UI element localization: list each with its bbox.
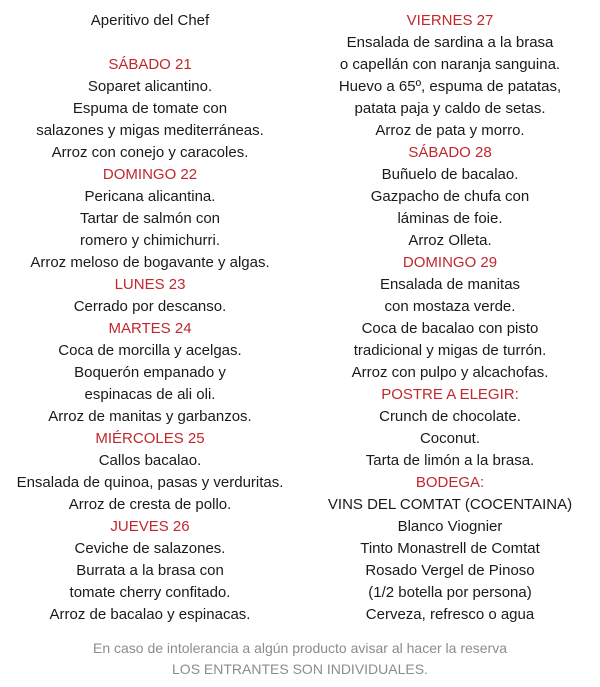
- footer: [0, 638, 600, 680]
- section-heading-lunes-23: LUNES 23: [114, 276, 186, 293]
- menu-item: Blanco Viognier: [397, 518, 503, 535]
- menu-item: VINS DEL COMTAT (COCENTAINA): [327, 496, 573, 513]
- section-heading-domingo-29: DOMINGO 29: [402, 254, 498, 271]
- section-heading-sabado-28: SÁBADO 28: [408, 144, 492, 161]
- individual-starters-note: LOS ENTRANTES SON INDIVIDUALES.: [172, 661, 428, 677]
- menu-item: Pericana alicantina.: [84, 188, 216, 205]
- menu-item: Arroz de pata y morro.: [375, 122, 525, 139]
- menu-item: Rosado Vergel de Pinoso: [365, 562, 535, 579]
- menu-item: (1/2 botella por persona): [368, 584, 532, 601]
- menu-item: Tartar de salmón con: [79, 210, 221, 227]
- menu-item: patata paja y caldo de setas.: [354, 100, 546, 117]
- menu-item: Ceviche de salazones.: [74, 540, 226, 557]
- menu-item: Cerrado por descanso.: [73, 298, 227, 315]
- menu-item: Tarta de limón a la brasa.: [365, 452, 535, 469]
- chef-aperitif: Aperitivo del Chef: [90, 12, 210, 29]
- section-heading-viernes-27: VIERNES 27: [406, 12, 494, 29]
- menu-item: Espuma de tomate con: [72, 100, 228, 117]
- menu-item: Ensalada de quinoa, pasas y verduritas.: [16, 474, 284, 491]
- menu-item: Callos bacalao.: [98, 452, 202, 469]
- menu-item: Arroz de cresta de pollo.: [68, 496, 232, 513]
- menu-item: romero y chimichurri.: [79, 232, 221, 249]
- intolerance-note: En caso de intolerancia a algún producto avisar al hacer la reserva: [92, 640, 508, 656]
- section-heading-postre-a-elegir: POSTRE A ELEGIR:: [381, 386, 519, 403]
- menu-item: espinacas de ali oli.: [84, 386, 216, 403]
- menu-item: Burrata a la brasa con: [76, 562, 224, 579]
- menu-item: tomate cherry confitado.: [69, 584, 231, 601]
- menu-item: láminas de foie.: [397, 210, 503, 227]
- menu-column-left: [0, 10, 300, 626]
- menu-item: Gazpacho de chufa con: [370, 188, 530, 205]
- menu-item: con mostaza verde.: [384, 298, 516, 315]
- menu-item: Arroz con pulpo y alcachofas.: [351, 364, 549, 381]
- section-heading-domingo-22: DOMINGO 22: [102, 166, 198, 183]
- section-heading-miercoles-25: MIÉRCOLES 25: [95, 430, 205, 447]
- menu-item: salazones y migas mediterráneas.: [36, 122, 264, 139]
- spacer: [0, 32, 300, 54]
- menu-item: Ensalada de manitas: [379, 276, 521, 293]
- section-heading-sabado-21: SÁBADO 21: [108, 56, 192, 73]
- section-heading-martes-24: MARTES 24: [108, 320, 192, 337]
- menu-item: Huevo a 65º, espuma de patatas,: [338, 78, 562, 95]
- menu-item: Arroz meloso de bogavante y algas.: [30, 254, 270, 271]
- menu-item: Coconut.: [419, 430, 481, 447]
- menu-item: o capellán con naranja sanguina.: [339, 56, 561, 73]
- section-heading-bodega: BODEGA:: [415, 474, 485, 491]
- menu-item: Boquerón empanado y: [74, 364, 226, 381]
- menu-item: Buñuelo de bacalao.: [381, 166, 519, 183]
- menu-item: Ensalada de sardina a la brasa: [346, 34, 554, 51]
- menu-item: Cerveza, refresco o agua: [365, 606, 535, 623]
- menu-item: Crunch de chocolate.: [379, 408, 521, 425]
- menu-item: tradicional y migas de turrón.: [353, 342, 547, 359]
- menu-item: Soparet alicantino.: [87, 78, 213, 95]
- menu-item: Coca de morcilla y acelgas.: [58, 342, 242, 359]
- menu-item: Arroz de bacalao y espinacas.: [49, 606, 251, 623]
- section-heading-jueves-26: JUEVES 26: [110, 518, 190, 535]
- menu-item: Arroz Olleta.: [408, 232, 492, 249]
- menu-item: Arroz con conejo y caracoles.: [51, 144, 249, 161]
- menu-item: Arroz de manitas y garbanzos.: [48, 408, 252, 425]
- menu-item: Tinto Monastrell de Comtat: [360, 540, 540, 557]
- menu-column-right: [300, 10, 600, 626]
- menu-item: Coca de bacalao con pisto: [361, 320, 539, 337]
